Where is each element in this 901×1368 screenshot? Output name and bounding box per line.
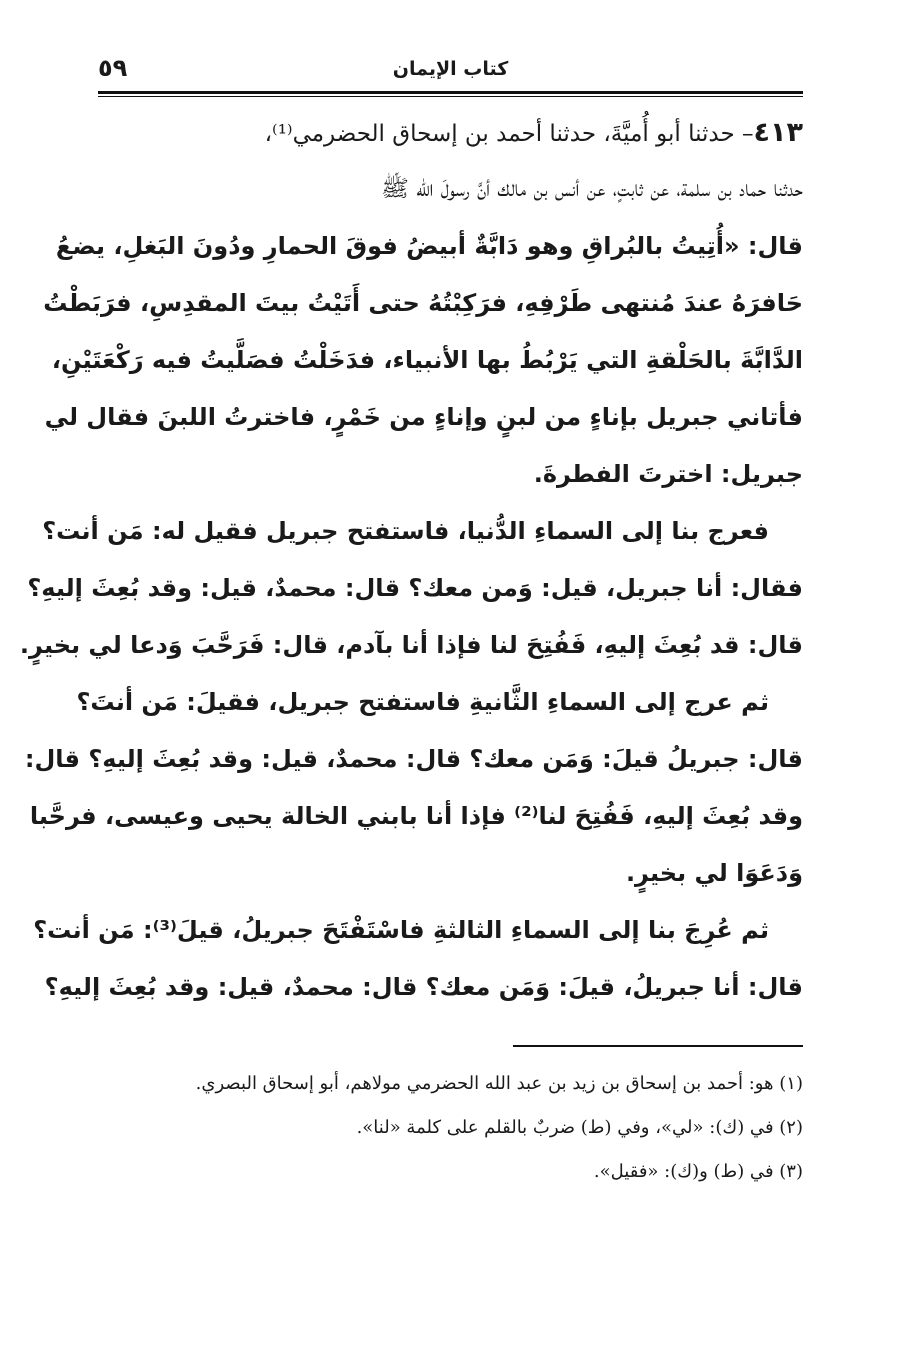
footnote: (٣) في (ط) و(ك): «فقيل». bbox=[593, 1161, 803, 1182]
header-rule-thin bbox=[98, 96, 803, 97]
text-line bbox=[27, 560, 803, 617]
header-rule-thick bbox=[98, 91, 803, 94]
text-line-content: جبريل: اخترتَ الفطرةَ. bbox=[533, 460, 803, 488]
text-line-content: فقال: أنا جبريل، قيل: وَمن معك؟ قال: محمدٌ، قيل: وقد بُعِثَ إليهِ؟ bbox=[27, 574, 803, 602]
page-header bbox=[98, 52, 803, 90]
text-line bbox=[98, 446, 803, 503]
text-line-content: حَافرَهُ عندَ مُنتهى طَرْفِهِ، فرَكِبْتُهُ حتى أَتَيْتُ بيتَ المقدِسِ، فرَبَطْتُ bbox=[43, 289, 803, 317]
text-line-content: الدَّابَّةَ بالحَلْقةِ التي يَرْبُطُ بها الأنبياء، فدَخَلْتُ فصَلَّيتُ فيه رَكْعَتَيْنِ، bbox=[51, 346, 803, 374]
text-line bbox=[24, 731, 803, 788]
text-line bbox=[55, 218, 803, 275]
footnote-separator bbox=[513, 1045, 803, 1047]
hadith-number: ٤١٣ bbox=[753, 117, 803, 148]
text-line-content: وقد بُعِثَ إليهِ، فَفُتِحَ لنا⁽²⁾ فإذا أنا بابني الخالة يحيى وعيسى، فرحَّبا bbox=[29, 802, 803, 830]
running-title: كتاب الإيمان bbox=[392, 58, 509, 80]
text-line bbox=[98, 161, 803, 218]
text-line bbox=[19, 617, 803, 674]
text-line bbox=[42, 503, 803, 560]
page-number: ٥٩ bbox=[98, 54, 128, 82]
text-line-content: ثم عرج إلى السماءِ الثَّانيةِ فاستفتح جبريل، فقيلَ: مَن أنتَ؟ bbox=[76, 688, 769, 716]
text-line-content: قال: قد بُعِثَ إليهِ، فَفُتِحَ لنا فإذا أنا بآدم، قال: فَرَحَّبَ وَدعا لي بخيرٍ. bbox=[19, 631, 803, 659]
text-line-content: – حدثنا أبو أُميَّةَ، حدثنا أحمد بن إسحاق الحضرمي⁽¹⁾، bbox=[264, 121, 754, 147]
text-line bbox=[43, 275, 803, 332]
text-line bbox=[29, 788, 803, 845]
footnote: (١) هو: أحمد بن إسحاق بن زيد بن عبد الله الحضرمي مولاهم، أبو إسحاق البصري. bbox=[195, 1073, 803, 1094]
text-line bbox=[98, 845, 803, 902]
hadith-body bbox=[19, 104, 803, 1016]
text-line bbox=[98, 104, 803, 161]
text-line bbox=[76, 674, 803, 731]
text-line-content: فأتاني جبريل بإناءٍ من لبنٍ وإناءٍ من خَمْرٍ، فاخترتُ اللبنَ فقال لي bbox=[44, 403, 803, 431]
text-line-content: فعرج بنا إلى السماءِ الدُّنيا، فاستفتح جبريل فقيل له: مَن أنت؟ bbox=[42, 517, 769, 545]
text-line bbox=[51, 332, 803, 389]
footnote: (٢) في (ك): «لي»، وفي (ط) ضربٌ بالقلم على كلمة «لنا». bbox=[356, 1117, 803, 1138]
text-line bbox=[44, 389, 803, 446]
text-line bbox=[44, 959, 803, 1016]
text-line-content: وَدَعَوَا لي بخيرٍ. bbox=[625, 859, 803, 887]
text-line-content: حدثنا حماد بن سلمة، عن ثابتٍ، عن أنس بن مالك أنَّ رسولَ الله ﷺ bbox=[381, 176, 803, 202]
footnotes bbox=[98, 1062, 803, 1194]
text-line-content: قال: جبريلُ قيلَ: وَمَن معك؟ قال: محمدٌ، قيل: وقد بُعِثَ إليهِ؟ قال: bbox=[24, 745, 803, 773]
text-line-content: ثم عُرِجَ بنا إلى السماءِ الثالثةِ فاسْتَفْتَحَ جبريلُ، قيلَ⁽³⁾: مَن أنت؟ bbox=[33, 916, 769, 944]
text-line-content: قال: «أُتِيتُ بالبُراقِ وهو دَابَّةٌ أبيضُ فوقَ الحمارِ ودُونَ البَغلِ، يضعُ bbox=[55, 232, 803, 260]
text-line-content: قال: أنا جبريلُ، قيلَ: وَمَن معك؟ قال: محمدٌ، قيل: وقد بُعِثَ إليهِ؟ bbox=[44, 973, 803, 1001]
text-line bbox=[33, 902, 803, 959]
